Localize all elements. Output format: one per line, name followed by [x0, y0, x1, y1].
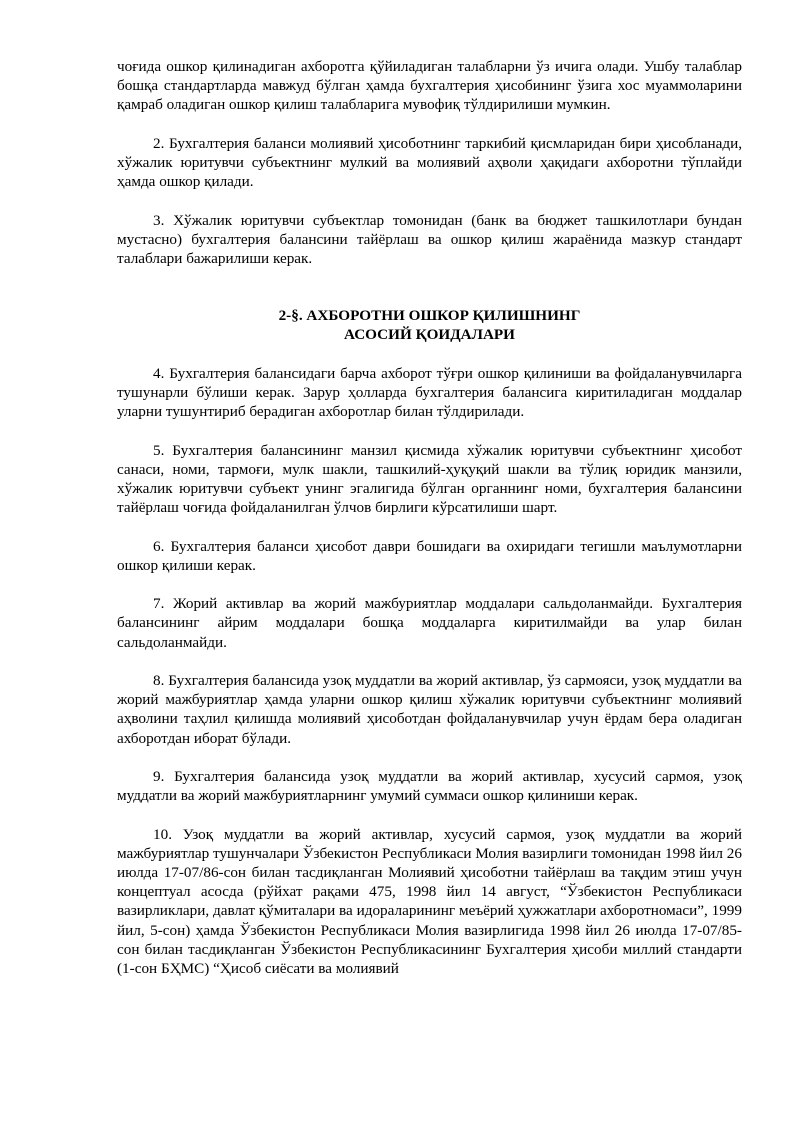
paragraph-10: 10. Узоқ муддатли ва жорий активлар, хусусий сармоя, узоқ муддатли ва жорий мажбуриятлар тушунчалари Ўзбекистон Республикаси Молия вазирлиги томонидан 1998 йил 26 июлда 17-07/86-сон билан тасдиқланган Молиявий ҳисоботни тайёрлаш ва тақдим этиш учун концептуал асосда (рўйхат рақами 475, 1998 йил 14 август, “Ўзбекистон Республикаси вазирликлари, давлат қўмиталари ва идораларининг меъёрий ҳужжатлари ахборотномаси”, 1999 йил, 5-сон) ҳамда Ўзбекистон Республикаси Молия вазирлигида 1998 йил 26 июлда 17-07/85-сон билан тасдиқланган Ўзбекистон Республикасининг Бухгалтерия ҳисоби миллий стандарти (1-сон БҲМС) “Ҳисоб сиёсати ва молиявий	[117, 825, 742, 977]
paragraph-7: 7. Жорий активлар ва жорий мажбуриятлар моддалари сальдоланмайди. Бухгалтерия балансининг айрим моддалари бошқа моддаларга киритилмайди ва улар билан сальдоланмайди.	[117, 595, 742, 651]
heading-gap	[117, 268, 742, 306]
paragraph-gap	[117, 652, 742, 671]
paragraph-gap	[117, 345, 742, 364]
paragraph-3: 3. Хўжалик юритувчи субъектлар томонидан (банк ва бюджет ташкилотлари бундан мустасно) бухгалтерия балансини тайёрлаш ва ошкор қилиш жараёнида мазкур стандарт талаблари бажарилиши керак.	[117, 211, 742, 267]
paragraph-4: 4. Бухгалтерия балансидаги барча ахборот тўғри ошкор қилиниши ва фойдаланувчиларга тушунарли бўлиши керак. Зарур ҳолларда бухгалтерия балансига киритиладиган моддалар уларни тушунтириб берадиган ахборотлар билан тўлдирилади.	[117, 364, 742, 421]
paragraph-9: 9. Бухгалтерия балансида узоқ муддатли ва жорий активлар, хусусий сармоя, узоқ муддатли ва жорий мажбуриятларнинг умумий суммаси ошкор қилиниши керак.	[117, 767, 742, 805]
paragraph-gap	[117, 421, 742, 440]
paragraph-8: 8. Бухгалтерия балансида узоқ муддатли ва жорий активлар, ўз сармояси, узоқ муддатли ва жорий мажбуриятлар ҳамда уларни ошкор қилиш хўжалик юритувчи субъектнинг молиявий аҳволини таҳлил қилишда молиявий ҳисоботдан фойдаланувчилар учун ёрдам бера оладиган ахборотдан иборат бўлади.	[117, 671, 742, 747]
paragraph-gap	[117, 748, 742, 767]
paragraph-6: 6. Бухгалтерия баланси ҳисобот даври бошидаги ва охиридаги тегишли маълумотларни ошкор қилиши керак.	[117, 537, 742, 574]
paragraph-5: 5. Бухгалтерия балансининг манзил қисмида хўжалик юритувчи субъектнинг ҳисобот санаси, номи, тармоғи, мулк шакли, ташкилий-ҳуқуқий шакли ва тўлиқ юридик манзили, хўжалик юритувчи субъект унинг эгалигида бўлган органнинг номи, бухгалтерия балансини тайёрлаш чоғида фойдаланилган ўлчов бирлиги кўрсатилиши шарт.	[117, 441, 742, 517]
paragraph-gap	[117, 115, 742, 134]
paragraph-continuation: чоғида ошкор қилинадиган ахборотга қўйиладиган талабларни ўз ичига олади. Ушбу талаблар бошқа стандартларда мавжуд бўлган ҳамда бухгалтерия ҳисобининг ўзига хос муаммоларини қамраб оладиган ошкор қилиш талабларига мувофиқ тўлдирилиши мумкин.	[117, 58, 742, 114]
paragraph-2: 2. Бухгалтерия баланси молиявий ҳисоботнинг таркибий қисмларидан бири ҳисобланади, хўжалик юритувчи субъектнинг мулкий ва молиявий аҳволи ҳақидаги ахборотни тўплайди ҳамда ошкор қилади.	[117, 134, 742, 191]
paragraph-gap	[117, 805, 742, 824]
section-heading-line-1: 2-§. АХБОРОТНИ ОШКОР ҚИЛИШНИНГ	[278, 307, 581, 325]
paragraph-gap	[117, 191, 742, 210]
paragraph-gap	[117, 575, 742, 594]
document-page	[117, 57, 742, 978]
section-heading-line-2: АСОСИЙ ҚОИДАЛАРИ	[344, 326, 515, 344]
paragraph-gap	[117, 517, 742, 536]
